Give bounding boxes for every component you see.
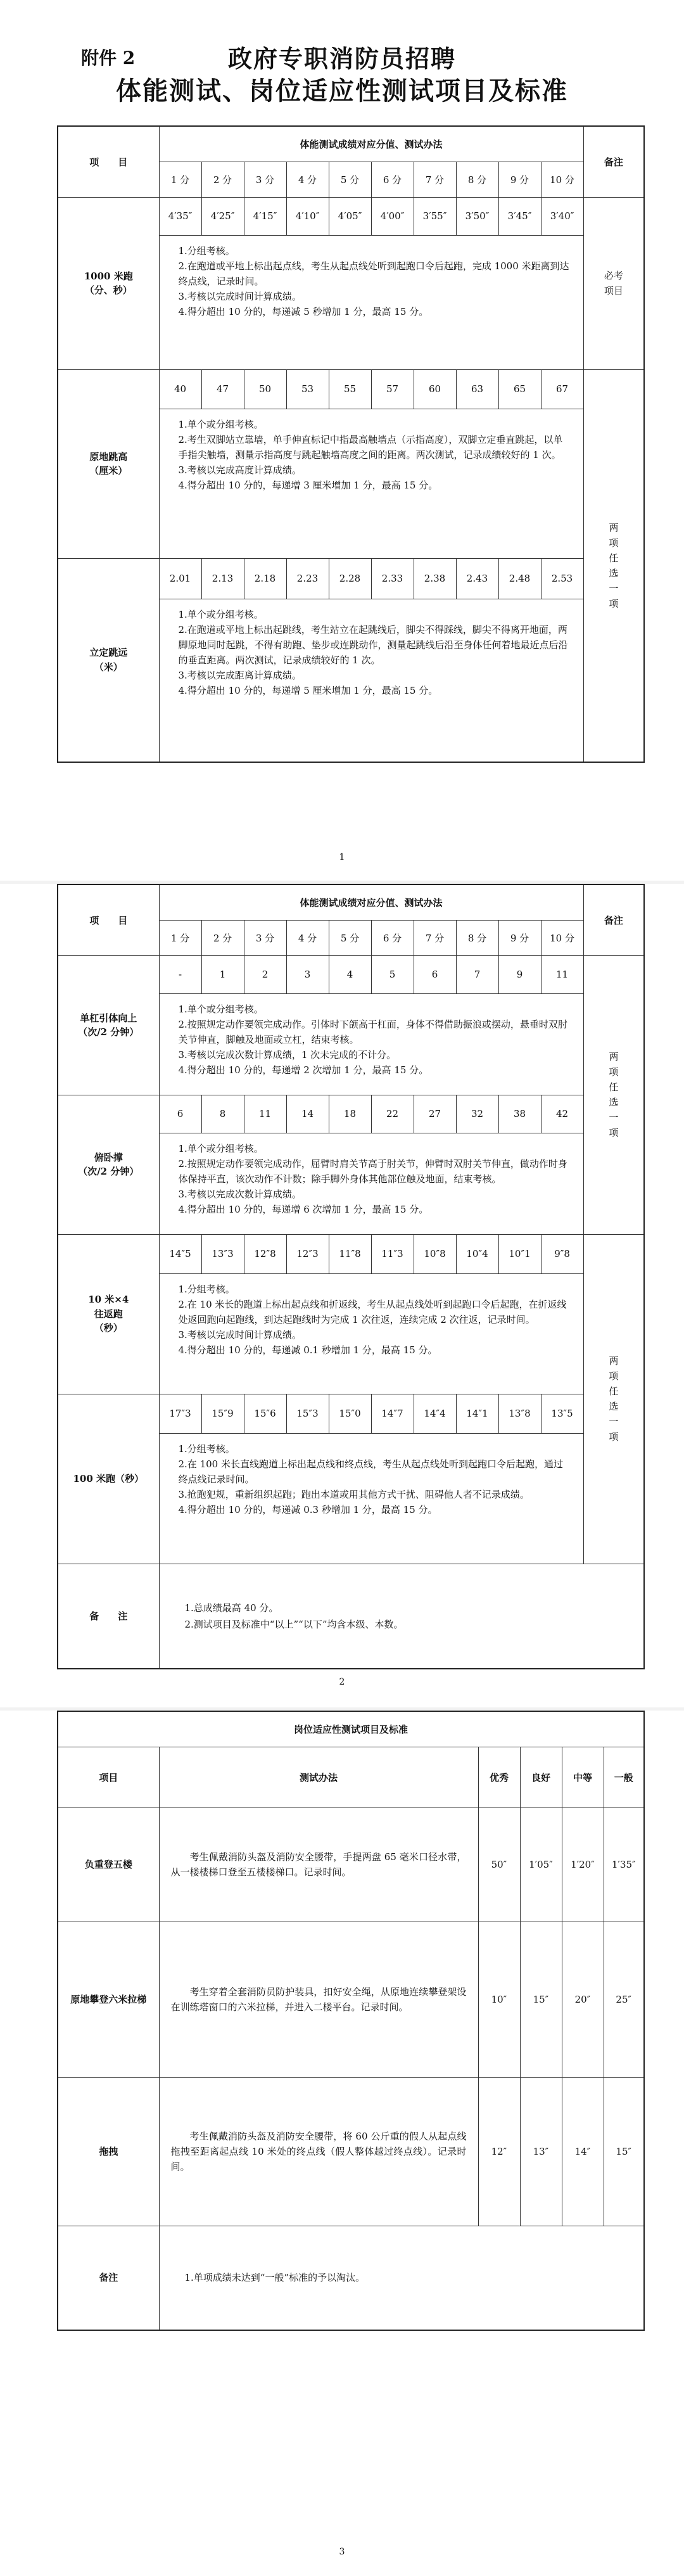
score-cell: 1 bbox=[201, 955, 244, 993]
score-cell: 38 bbox=[498, 1095, 541, 1133]
header-item: 项目 bbox=[58, 1747, 159, 1808]
header-note: 备注 bbox=[583, 884, 644, 955]
score-cell: 50 bbox=[244, 369, 286, 409]
item-ladder-climb: 原地攀登六米拉梯 bbox=[58, 1922, 159, 2077]
score-cell: 10″8 bbox=[414, 1234, 456, 1273]
score-cell: 1′20″ bbox=[562, 1808, 604, 1922]
header-point: 9 分 bbox=[498, 162, 541, 197]
page-2 bbox=[0, 884, 684, 1707]
score-cell: 4′00″ bbox=[371, 197, 414, 235]
score-cell: 2.48 bbox=[498, 558, 541, 599]
score-cell: 10″1 bbox=[498, 1234, 541, 1273]
score-cell: 4′10″ bbox=[286, 197, 329, 235]
score-cell: 2.28 bbox=[329, 558, 371, 599]
page-number: 1 bbox=[339, 852, 345, 862]
score-cell: 15″ bbox=[604, 2077, 644, 2226]
score-cell: 53 bbox=[286, 369, 329, 409]
page-1 bbox=[0, 0, 684, 881]
score-cell: 65 bbox=[498, 369, 541, 409]
score-cell: 14 bbox=[286, 1095, 329, 1133]
method-100m-run: 1.分组考核。 2.在 100 米长直线跑道上标出起点线和终点线，考生从起点线处听到起跑口令后起跑，通过终点线记录时间。 3.抢跑犯规，重新组织起跑；跑出本道或用其他方式干扰、阻碍他人者不记录成绩。 4.得分超出 10 分的，每递减 0.3 秒增加 1 分，最高 15 分。 bbox=[159, 1433, 583, 1564]
score-cell: 2.01 bbox=[159, 558, 201, 599]
score-cell: 63 bbox=[456, 369, 498, 409]
score-cell: 50″ bbox=[478, 1808, 520, 1922]
header-point: 7 分 bbox=[414, 162, 456, 197]
method-standing-high-jump: 1.单个或分组考核。 2.考生双脚站立靠墙，单手伸直标记中指最高触墙点（示指高度），双脚立定垂直跳起，以单手指尖触墙，测量示指高度与跳起触墙高度之间的距离。两次测试，记录成绩较好的 1 次。 3.考核以完成高度计算成绩。 4.得分超出 10 分的，每递增 3 厘米增加 1 分，最高 15 分。 bbox=[159, 409, 583, 558]
score-cell: 15″3 bbox=[286, 1394, 329, 1433]
table-row bbox=[58, 2077, 644, 2226]
header-point: 5 分 bbox=[329, 162, 371, 197]
score-cell: 2.23 bbox=[286, 558, 329, 599]
score-cell: 2 bbox=[244, 955, 286, 993]
remarks-label: 备注 bbox=[58, 2226, 159, 2330]
physical-test-table-1 bbox=[57, 125, 645, 763]
table-row bbox=[58, 1922, 644, 2077]
page-3 bbox=[0, 1711, 684, 2576]
header-item: 项 目 bbox=[58, 884, 159, 955]
table-row bbox=[58, 1808, 644, 1922]
score-cell: 14″1 bbox=[456, 1394, 498, 1433]
page-number: 2 bbox=[339, 1677, 345, 1687]
job-adaptability-table bbox=[57, 1711, 645, 2331]
header-note: 备注 bbox=[583, 126, 644, 197]
score-cell: 6 bbox=[414, 955, 456, 993]
score-cell: 18 bbox=[329, 1095, 371, 1133]
score-cell: 2.13 bbox=[201, 558, 244, 599]
score-cell: 13″8 bbox=[498, 1394, 541, 1433]
document-title-line1: 政府专职消防员招聘 bbox=[227, 44, 456, 73]
method-standing-long-jump: 1.单个或分组考核。 2.在跑道或平地上标出起跳线，考生站立在起跳线后，脚尖不得踩线，脚尖不得离开地面，两脚原地同时起跳，不得有助跑、垫步或连跳动作，测量起跳线后沿至身体任何着地最近点后沿的垂直距离。两次测试，记录成绩较好的 1 次。 3.考核以完成距离计算成绩。 4.得分超出 10 分的，每递增 5 厘米增加 1 分，最高 15 分。 bbox=[159, 599, 583, 762]
score-cell: 15″6 bbox=[244, 1394, 286, 1433]
item-standing-high-jump: 原地跳高 （厘米） bbox=[58, 369, 159, 558]
header-excellent: 优秀 bbox=[478, 1747, 520, 1808]
score-cell: 14″5 bbox=[159, 1234, 201, 1273]
header-point: 5 分 bbox=[329, 920, 371, 955]
header-point: 4 分 bbox=[286, 162, 329, 197]
score-cell: 2.38 bbox=[414, 558, 456, 599]
score-cell: 7 bbox=[456, 955, 498, 993]
score-cell: 55 bbox=[329, 369, 371, 409]
header-score-group: 体能测试成绩对应分值、测试办法 bbox=[159, 126, 583, 162]
item-1000m-run: 1000 米跑 （分、秒） bbox=[58, 197, 159, 369]
score-cell: 22 bbox=[371, 1095, 414, 1133]
score-cell: 42 bbox=[541, 1095, 583, 1133]
document-title-line2: 体能测试、岗位适应性测试项目及标准 bbox=[116, 76, 568, 106]
score-cell: 3′45″ bbox=[498, 197, 541, 235]
score-cell: 10″ bbox=[478, 1922, 520, 2077]
score-cell: 11 bbox=[244, 1095, 286, 1133]
score-cell: 13″3 bbox=[201, 1234, 244, 1273]
score-cell: 2.33 bbox=[371, 558, 414, 599]
header-method: 测试办法 bbox=[159, 1747, 478, 1808]
score-cell: 2.43 bbox=[456, 558, 498, 599]
score-cell: 12″ bbox=[478, 2077, 520, 2226]
header-point: 2 分 bbox=[201, 920, 244, 955]
score-cell: 4′35″ bbox=[159, 197, 201, 235]
score-cell: 1′35″ bbox=[604, 1808, 644, 1922]
note-required: 必考 项目 bbox=[583, 197, 644, 369]
score-cell: 9 bbox=[498, 955, 541, 993]
header-point: 2 分 bbox=[201, 162, 244, 197]
score-cell: 9″8 bbox=[541, 1234, 583, 1273]
method-ladder-climb: 考生穿着全套消防员防护装具，扣好安全绳，从原地连续攀登架设在训练塔窗口的六米拉梯，并进入二楼平台。记录时间。 bbox=[159, 1922, 478, 2077]
score-cell: 15″ bbox=[520, 1922, 562, 2077]
method-1000m-run: 1.分组考核。 2.在跑道或平地上标出起点线，考生从起点线处听到起跑口令后起跑，完成 1000 米距离到达终点线，记录时间。 3.考核以完成时间计算成绩。 4.得分超出 10 分的，每递减 5 秒增加 1 分，最高 15 分。 bbox=[159, 235, 583, 369]
score-cell: 14″ bbox=[562, 2077, 604, 2226]
physical-test-table-2 bbox=[57, 884, 645, 1669]
score-cell: 13″ bbox=[520, 2077, 562, 2226]
header-point: 4 分 bbox=[286, 920, 329, 955]
score-cell: 3′55″ bbox=[414, 197, 456, 235]
page-number: 3 bbox=[339, 2547, 345, 2557]
header-point: 10 分 bbox=[541, 162, 583, 197]
score-cell: 11 bbox=[541, 955, 583, 993]
header-item: 项 目 bbox=[58, 126, 159, 197]
header-point: 6 分 bbox=[371, 162, 414, 197]
score-cell: 11″3 bbox=[371, 1234, 414, 1273]
score-cell: 4′25″ bbox=[201, 197, 244, 235]
remarks-text: 1.总成绩最高 40 分。 2.测试项目及标准中“以上”“以下”均含本级、本数。 bbox=[159, 1564, 644, 1669]
item-shuttle-run: 10 米×4 往返跑 （秒） bbox=[58, 1234, 159, 1394]
score-cell: 10″4 bbox=[456, 1234, 498, 1273]
item-dummy-drag: 拖拽 bbox=[58, 2077, 159, 2226]
header-score-group: 体能测试成绩对应分值、测试办法 bbox=[159, 884, 583, 920]
score-cell: 3′40″ bbox=[541, 197, 583, 235]
header-fair: 一般 bbox=[604, 1747, 644, 1808]
method-dummy-drag: 考生佩戴消防头盔及消防安全腰带，将 60 公斤重的假人从起点线拖拽至距离起点线 10 米处的终点线（假人整体越过终点线）。记录时间。 bbox=[159, 2077, 478, 2226]
score-cell: 60 bbox=[414, 369, 456, 409]
score-cell: 4′05″ bbox=[329, 197, 371, 235]
score-cell: - bbox=[159, 955, 201, 993]
score-cell: 4 bbox=[329, 955, 371, 993]
score-cell: 15″0 bbox=[329, 1394, 371, 1433]
score-cell: 12″8 bbox=[244, 1234, 286, 1273]
score-cell: 17″3 bbox=[159, 1394, 201, 1433]
remarks-text: 1.单项成绩未达到“一般”标准的予以淘汰。 bbox=[159, 2226, 644, 2330]
header-point: 7 分 bbox=[414, 920, 456, 955]
score-cell: 67 bbox=[541, 369, 583, 409]
score-cell: 13″5 bbox=[541, 1394, 583, 1433]
score-cell: 1′05″ bbox=[520, 1808, 562, 1922]
attachment-label: 附件 2 bbox=[81, 48, 136, 68]
score-cell: 14″4 bbox=[414, 1394, 456, 1433]
item-standing-long-jump: 立定跳远 （米） bbox=[58, 558, 159, 762]
score-cell: 20″ bbox=[562, 1922, 604, 2077]
method-push-up: 1.单个或分组考核。 2.按照规定动作要领完成动作，屈臂时肩关节高于肘关节，伸臂时双肘关节伸直，做动作时身体保持平直，该次动作不计数；除手脚外身体其他部位触及地面，结束考核。 3.考核以完成次数计算成绩。 4.得分超出 10 分的，每递增 6 次增加 1 分，最高 15 分。 bbox=[159, 1133, 583, 1234]
header-point: 1 分 bbox=[159, 162, 201, 197]
job-table-title: 岗位适应性测试项目及标准 bbox=[58, 1711, 644, 1747]
score-cell: 8 bbox=[201, 1095, 244, 1133]
score-cell: 11″8 bbox=[329, 1234, 371, 1273]
header-point: 3 分 bbox=[244, 162, 286, 197]
item-weighted-stairs: 负重登五楼 bbox=[58, 1808, 159, 1922]
score-cell: 14″7 bbox=[371, 1394, 414, 1433]
score-cell: 57 bbox=[371, 369, 414, 409]
note-choose-one: 两 项 任 选 一 项 bbox=[583, 369, 644, 762]
remarks-label: 备 注 bbox=[58, 1564, 159, 1669]
score-cell: 2.18 bbox=[244, 558, 286, 599]
score-cell: 40 bbox=[159, 369, 201, 409]
score-cell: 3 bbox=[286, 955, 329, 993]
header-point: 8 分 bbox=[456, 920, 498, 955]
item-100m-run: 100 米跑（秒） bbox=[58, 1394, 159, 1564]
method-weighted-stairs: 考生佩戴消防头盔及消防安全腰带，手提两盘 65 毫米口径水带，从一楼楼梯口登至五楼楼梯口。记录时间。 bbox=[159, 1808, 478, 1922]
header-point: 10 分 bbox=[541, 920, 583, 955]
note-choose-one: 两 项 任 选 一 项 bbox=[583, 1234, 644, 1564]
score-cell: 6 bbox=[159, 1095, 201, 1133]
score-cell: 15″9 bbox=[201, 1394, 244, 1433]
method-shuttle-run: 1.分组考核。 2.在 10 米长的跑道上标出起点线和折返线，考生从起点线处听到起跑口令后起跑，在折返线处返回跑向起跑线，到达起跑线时为完成 1 次往返，连续完成 2 次往返，记录时间。 3.考核以完成时间计算成绩。 4.得分超出 10 分的，每递减 0.1 秒增加 1 分，最高 15 分。 bbox=[159, 1273, 583, 1394]
header-point: 6 分 bbox=[371, 920, 414, 955]
item-push-up: 俯卧撑 （次/2 分钟） bbox=[58, 1095, 159, 1234]
score-cell: 25″ bbox=[604, 1922, 644, 2077]
header-point: 1 分 bbox=[159, 920, 201, 955]
score-cell: 12″3 bbox=[286, 1234, 329, 1273]
header-good: 良好 bbox=[520, 1747, 562, 1808]
score-cell: 3′50″ bbox=[456, 197, 498, 235]
note-choose-one: 两 项 任 选 一 项 bbox=[583, 955, 644, 1234]
score-cell: 32 bbox=[456, 1095, 498, 1133]
score-cell: 27 bbox=[414, 1095, 456, 1133]
header-medium: 中等 bbox=[562, 1747, 604, 1808]
method-pull-up: 1.单个或分组考核。 2.按照规定动作要领完成动作。引体时下颌高于杠面，身体不得借助振浪或摆动，悬垂时双肘关节伸直，脚触及地面或立杠，结束考核。 3.考核以完成次数计算成绩，1 次未完成的不计分。 4.得分超出 10 分的，每递增 2 次增加 1 分，最高 15 分。 bbox=[159, 993, 583, 1095]
header-point: 8 分 bbox=[456, 162, 498, 197]
score-cell: 4′15″ bbox=[244, 197, 286, 235]
header-point: 9 分 bbox=[498, 920, 541, 955]
score-cell: 5 bbox=[371, 955, 414, 993]
score-cell: 47 bbox=[201, 369, 244, 409]
score-cell: 2.53 bbox=[541, 558, 583, 599]
header-point: 3 分 bbox=[244, 920, 286, 955]
item-pull-up: 单杠引体向上 （次/2 分钟） bbox=[58, 955, 159, 1095]
